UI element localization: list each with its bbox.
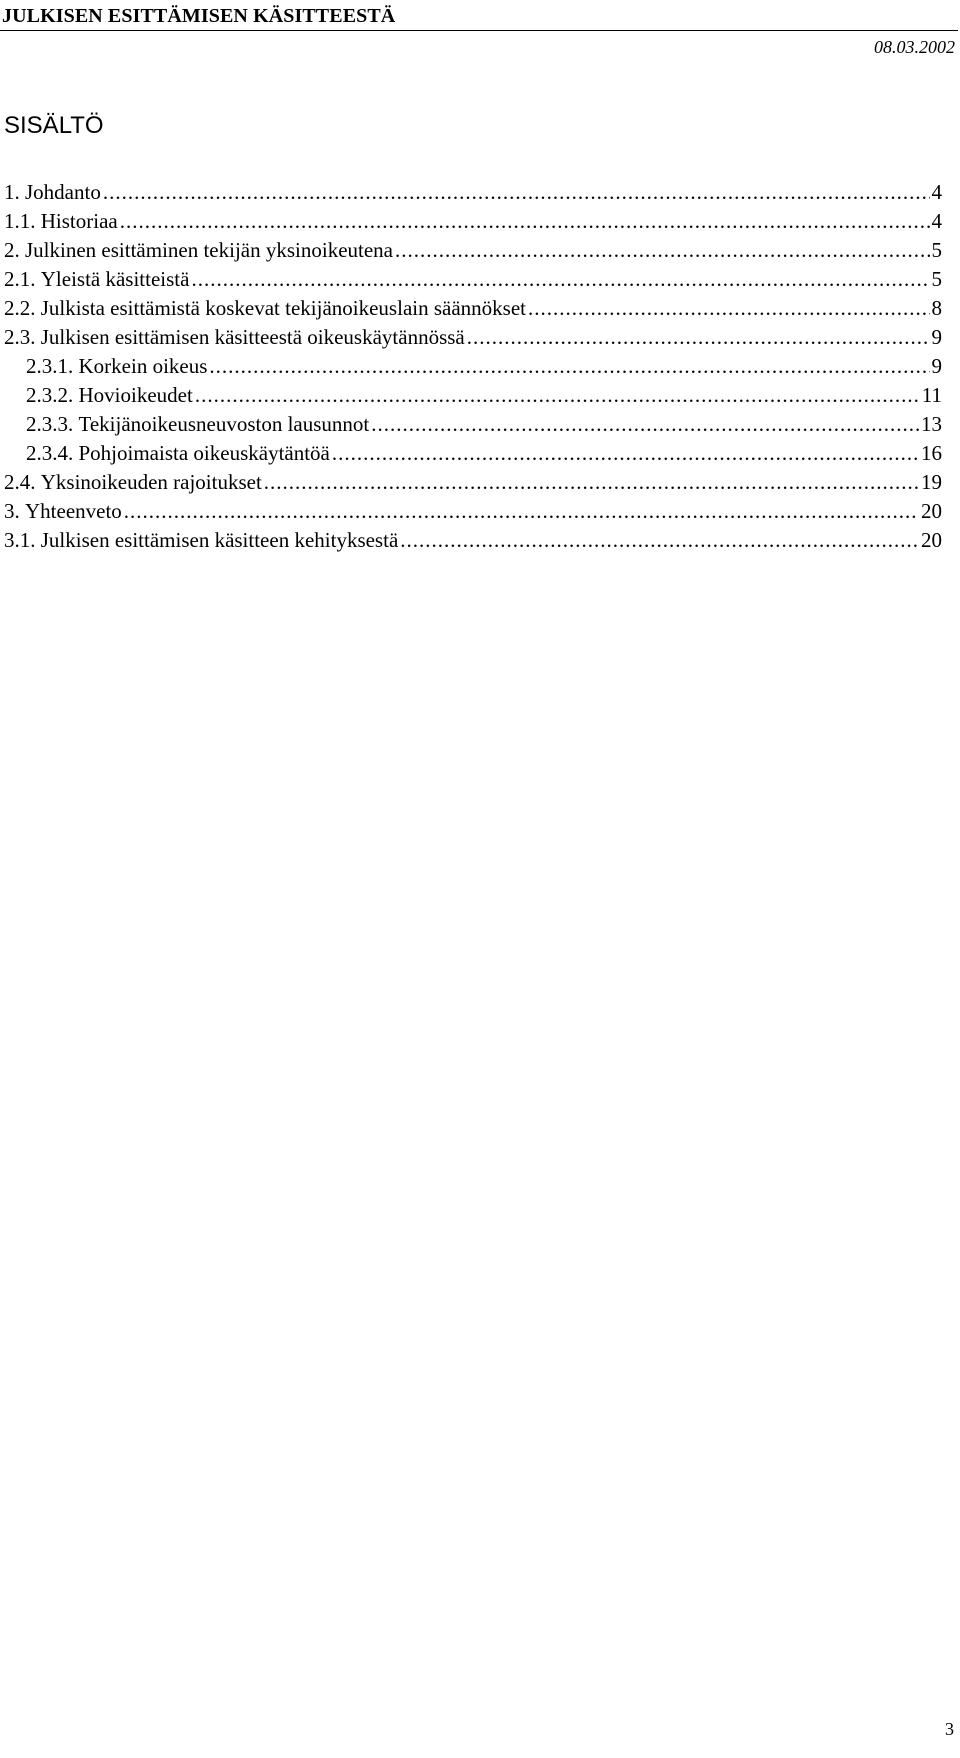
toc-entry-2-3-4[interactable] <box>0 439 942 468</box>
toc-entry-label: Korkein oikeus <box>78 354 208 378</box>
toc-leader-dots <box>395 236 929 265</box>
toc-entry-1-1[interactable] <box>0 207 942 236</box>
toc-entry-page: 11 <box>921 383 942 407</box>
toc-entry-number: 2.3.2. <box>26 383 74 407</box>
toc-entry-3-1[interactable] <box>0 526 942 555</box>
toc-leader-dots <box>191 265 929 294</box>
toc-entry-label: Tekijänoikeusneuvoston lausunnot <box>78 412 370 436</box>
toc-entry-page: 9 <box>931 325 942 349</box>
toc-entry-label: Julkinen esittäminen tekijän yksinoikeutena <box>25 238 394 262</box>
header-rule <box>0 30 958 31</box>
toc-entry-label: Yleistä käsitteistä <box>40 267 190 291</box>
toc-entry-2-4[interactable] <box>0 468 942 497</box>
toc-leader-dots <box>209 352 929 381</box>
toc-entry-number: 3. <box>4 499 20 523</box>
toc-entry-page: 9 <box>931 354 942 378</box>
toc-entry-page: 5 <box>931 267 942 291</box>
toc-entry-page: 13 <box>921 412 942 436</box>
toc-entry-2[interactable] <box>0 236 942 265</box>
toc-entry-number: 2.3.3. <box>26 412 74 436</box>
toc-entry-page: 20 <box>921 499 942 523</box>
toc-leader-dots <box>371 410 919 439</box>
toc-entry-page: 19 <box>921 470 942 494</box>
toc-entry-page: 20 <box>921 528 942 552</box>
toc-entry-label: Historiaa <box>40 209 118 233</box>
toc-entry-2-3-1[interactable] <box>0 352 942 381</box>
header-title: JULKISEN ESITTÄMISEN KÄSITTEESTÄ <box>2 5 396 27</box>
toc-entry-page: 16 <box>921 441 942 465</box>
toc-entry-3[interactable] <box>0 497 942 526</box>
toc-entry-number: 2.3. <box>4 325 36 349</box>
toc-entry-label: Julkisen esittämisen käsitteestä oikeuskäytännössä <box>40 325 465 349</box>
header-date: 08.03.2002 <box>874 37 955 57</box>
toc-entry-label: Julkisen esittämisen käsitteen kehityksestä <box>40 528 399 552</box>
toc-entry-label: Hovioikeudet <box>78 383 193 407</box>
toc-leader-dots <box>103 178 930 207</box>
toc-entry-label: Yksinoikeuden rajoitukset <box>40 470 262 494</box>
toc-entry-number: 3.1. <box>4 528 36 552</box>
toc-entry-page: 4 <box>931 209 942 233</box>
toc-entry-number: 1. <box>4 180 20 204</box>
toc-leader-dots <box>467 323 930 352</box>
toc-title: SISÄLTÖ <box>4 112 104 139</box>
toc-entry-label: Julkista esittämistä koskevat tekijänoikeuslain säännökset <box>40 296 526 320</box>
table-of-contents <box>0 178 942 555</box>
toc-entry-number: 1.1. <box>4 209 36 233</box>
toc-entry-2-3[interactable] <box>0 323 942 352</box>
toc-entry-number: 2.3.1. <box>26 354 74 378</box>
toc-entry-number: 2.3.4. <box>26 441 74 465</box>
page-number: 3 <box>945 1719 954 1739</box>
toc-entry-label: Yhteenveto <box>25 499 122 523</box>
toc-leader-dots <box>528 294 930 323</box>
toc-leader-dots <box>195 381 920 410</box>
toc-leader-dots <box>264 468 919 497</box>
toc-entry-page: 5 <box>931 238 942 262</box>
toc-leader-dots <box>120 207 930 236</box>
toc-entry-label: Pohjoimaista oikeuskäytäntöä <box>78 441 330 465</box>
toc-leader-dots <box>124 497 919 526</box>
toc-entry-number: 2. <box>4 238 20 262</box>
toc-entry-2-2[interactable] <box>0 294 942 323</box>
toc-leader-dots <box>400 526 919 555</box>
toc-leader-dots <box>332 439 919 468</box>
toc-entry-2-1[interactable] <box>0 265 942 294</box>
toc-entry-number: 2.1. <box>4 267 36 291</box>
toc-entry-1[interactable] <box>0 178 942 207</box>
toc-entry-page: 8 <box>931 296 942 320</box>
toc-entry-2-3-3[interactable] <box>0 410 942 439</box>
toc-entry-number: 2.2. <box>4 296 36 320</box>
toc-entry-2-3-2[interactable] <box>0 381 942 410</box>
toc-entry-label: Johdanto <box>25 180 101 204</box>
toc-entry-page: 4 <box>931 180 942 204</box>
toc-entry-number: 2.4. <box>4 470 36 494</box>
